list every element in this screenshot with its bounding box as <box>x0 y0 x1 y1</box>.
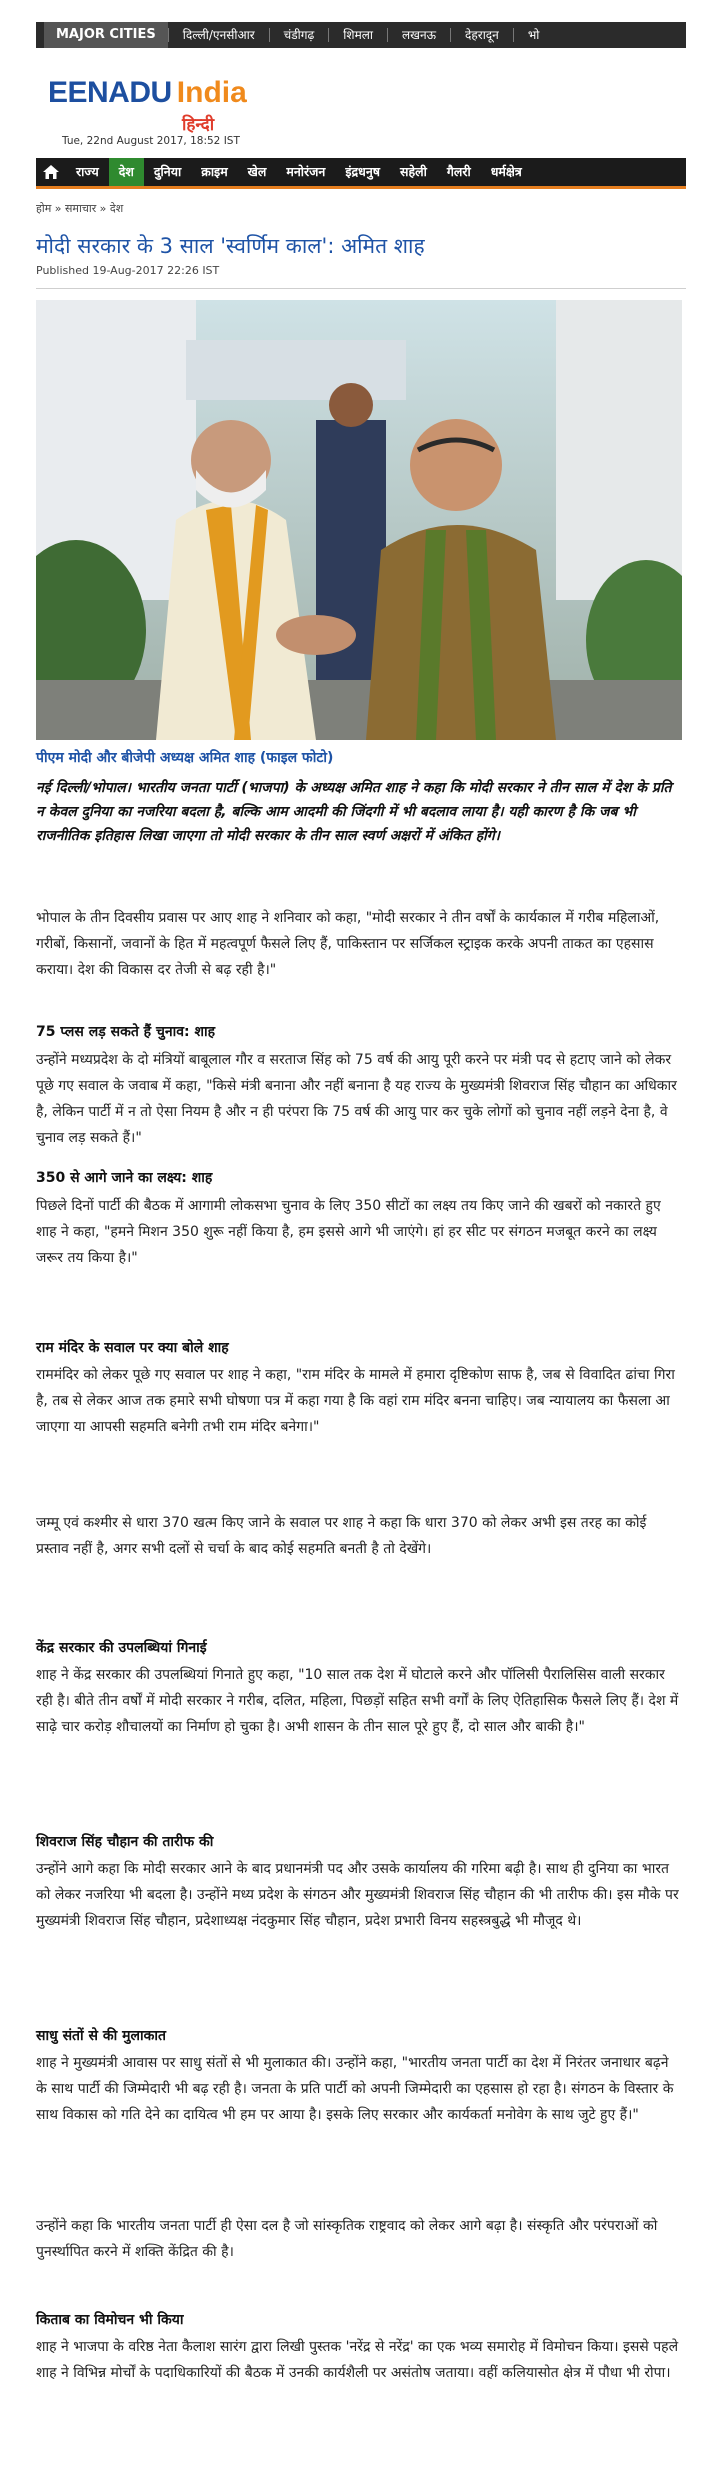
nav-item-crime[interactable]: क्राइम <box>201 164 228 179</box>
section-heading: 75 प्लस लड़ सकते हैं चुनाव: शाह <box>36 1024 216 1040</box>
nav-item-khel[interactable]: खेल <box>247 164 267 179</box>
article-lead: नई दिल्ली/भोपाल। भारतीय जनता पार्टी (भाजपा) के अध्यक्ष अमित शाह ने कहा कि मोदी सरकार ने तीन साल में देश के प्रति न केवल दुनिया का नजरिया बदला है, बल्कि आम आदमी की जिंदगी में भी बदलाव लाया है। यही कारण है कि जब भी राजनीतिक इतिहास लिखा जाएगा तो मोदी सरकार के तीन साल स्वर्ण अक्षरों में अंकित होंगे। <box>36 780 672 844</box>
city-link-lucknow[interactable]: लखनऊ <box>387 28 450 42</box>
nav-item-indradhanush[interactable]: इंद्रधनुष <box>345 164 380 179</box>
section-heading: किताब का विमोचन भी किया <box>36 2312 184 2328</box>
article-paragraph: उन्होंने कहा कि भारतीय जनता पार्टी ही ऐसा दल है जो सांस्कृतिक राष्ट्रवाद को लेकर आगे बढ़ा है। संस्कृति और परंपराओं को पुनर्स्थापित करने में शक्ति केंद्रित की है। <box>36 2218 658 2260</box>
section-heading: राम मंदिर के सवाल पर क्या बोले शाह <box>36 1340 229 1356</box>
nav-item-gallery[interactable]: गैलरी <box>446 164 471 179</box>
article-paragraph: शाह ने मुख्यमंत्री आवास पर साधु संतों से भी मुलाकात की। उन्होंने कहा, "भारतीय जनता पार्टी का देश में निरंतर जनाधार बढ़ने के साथ पार्टी की जिम्मेदारी भी बढ़ रही है। जनता के प्रति पार्टी को अपनी जिम्मेदारी का एहसास हो रहा है। संगठन के विस्तार के साथ विकास को गति देने का दायित्व भी हम पर आया है। इसके लिए सरकार और कार्यकर्ता मनोवेग के साथ जुटे हुए हैं।" <box>36 2055 674 2123</box>
city-link-shimla[interactable]: शिमला <box>328 28 387 42</box>
photo-caption: पीएम मोदी और बीजेपी अध्यक्ष अमित शाह (फाइल फोटो) <box>36 750 334 766</box>
major-cities-bar <box>36 22 686 48</box>
section-heading: शिवराज सिंह चौहान की तारीफ की <box>36 1834 214 1850</box>
nav-item-manoranjan[interactable]: मनोरंजन <box>286 164 326 179</box>
logo-india: India <box>176 76 247 109</box>
article-paragraph: उन्होंने आगे कहा कि मोदी सरकार आने के बाद प्रधानमंत्री पद और उसके कार्यालय की गरिमा बढ़ी है। साथ ही दुनिया का भारत को लेकर नजरिया भी बदला है। उन्होंने मध्य प्रदेश के संगठन और मुख्यमंत्री शिवराज सिंह चौहान की भी तारीफ की। इस मौके पर मुख्यमंत्री शिवराज सिंह चौहान, प्रदेशाध्यक्ष नंदकुमार सिंह चौहान, प्रदेश प्रभारी विनय सहस्त्रबुद्धे भी मौजूद थे। <box>36 1861 679 1929</box>
divider <box>36 288 686 289</box>
article-paragraph: शाह ने भाजपा के वरिष्ठ नेता कैलाश सारंग द्वारा लिखी पुस्तक 'नरेंद्र से नरेंद्र' का एक भव्य समारोह में विमोचन किया। इससे पहले शाह ने विभिन्न मोर्चों के पदाधिकारियों की बैठक में उनकी कार्यशैली पर असंतोष जताया। वहीं कलियासोत क्षेत्र में पौधा भी रोपा। <box>36 2339 679 2381</box>
article-paragraph: शाह ने केंद्र सरकार की उपलब्धियां गिनाते हुए कहा, "10 साल तक देश में घोटाले करने और पॉलिसी पैरालिसिस वाली सरकार रही है। बीते तीन वर्षों में मोदी सरकार ने गरीब, दलित, महिला, पिछड़ों सहित सभी वर्गों के लिए ऐतिहासिक फैसले लिए हैं। देश में साढ़े चार करोड़ शौचालयों का निर्माण हो चुका है। अभी शासन के तीन साल पूरे हुए हैं, दो साल और बाकी है।" <box>36 1667 679 1735</box>
section-heading: 350 से आगे जाने का लक्ष्य: शाह <box>36 1170 213 1186</box>
article-photo <box>36 300 682 740</box>
published-date: Published 19-Aug-2017 22:26 IST <box>36 264 220 277</box>
article-title: मोदी सरकार के 3 साल 'स्वर्णिम काल': अमित शाह <box>36 234 425 258</box>
logo-hindi: हिन्दी <box>182 115 215 135</box>
section-heading: केंद्र सरकार की उपलब्धियां गिनाई <box>36 1640 207 1656</box>
article-paragraph: जम्मू एवं कश्मीर से धारा 370 खत्म किए जाने के सवाल पर शाह ने कहा कि धारा 370 को लेकर अभी इस तरह का कोई प्रस्ताव नहीं है, अगर सभी दलों से चर्चा के बाद कोई सहमति बनती है तो देखेंगे। <box>36 1515 647 1557</box>
city-link-dehradun[interactable]: देहरादून <box>450 28 513 42</box>
main-nav <box>36 158 686 189</box>
home-icon[interactable] <box>36 158 66 186</box>
site-logo[interactable] <box>48 76 247 135</box>
logo-eenadu: EENADU <box>48 76 172 109</box>
nav-item-desh[interactable]: देश <box>109 158 144 186</box>
article-paragraph: उन्होंने मध्यप्रदेश के दो मंत्रियों बाबूलाल गौर व सरताज सिंह को 75 वर्ष की आयु पूरी करने पर मंत्री पद से हटाए जाने को लेकर पूछे गए सवाल के जवाब में कहा, "किसे मंत्री बनाना और नहीं बनाना है यह राज्य के मुख्यमंत्री शिवराज सिंह चौहान का अधिकार है, लेकिन पार्टी में न तो ऐसा नियम है और न ही परंपरा कि 75 वर्ष की आयु पार कर चुके लोगों को चुनाव नहीं लड़ने देना है, वे चुनाव लड़ सकते हैं।" <box>36 1052 677 1146</box>
section-heading: साधु संतों से की मुलाकात <box>36 2028 166 2044</box>
article-paragraph: राममंदिर को लेकर पूछे गए सवाल पर शाह ने कहा, "राम मंदिर के मामले में हमारा दृष्टिकोण साफ है, जब से विवादित ढांचा गिरा है, तब से लेकर आज तक हमारे सभी घोषणा पत्र में कहा गया है कि वहां राम मंदिर बनना चाहिए। जब न्यायालय का फैसला आ जाएगा या आपसी सहमति बनेगी तभी राम मंदिर बनेगा।" <box>36 1367 675 1435</box>
nav-item-rajya[interactable]: राज्य <box>76 164 99 179</box>
nav-item-duniya[interactable]: दुनिया <box>153 164 182 179</box>
nav-item-dharmakshetra[interactable]: धर्मक्षेत्र <box>490 164 522 179</box>
article-paragraph: भोपाल के तीन दिवसीय प्रवास पर आए शाह ने शनिवार को कहा, "मोदी सरकार ने तीन वर्षों के कार्यकाल में गरीब महिलाओं, गरीबों, किसानों, जवानों के हित में महत्वपूर्ण फैसले लिए हैं, पाकिस्तान पर सर्जिकल स्ट्राइक करके अपनी ताकत का एहसास कराया। देश की विकास दर तेजी से बढ़ रही है।" <box>36 910 660 978</box>
city-link-bhopal[interactable]: भो <box>513 28 554 42</box>
breadcrumb[interactable]: होम » समाचार » देश <box>36 202 124 215</box>
nav-item-saheli[interactable]: सहेली <box>400 164 427 179</box>
major-cities-label: MAJOR CITIES <box>44 22 168 48</box>
city-link-delhi[interactable]: दिल्ली/एनसीआर <box>168 28 269 42</box>
current-datetime: Tue, 22nd August 2017, 18:52 IST <box>62 135 240 147</box>
city-link-chandigarh[interactable]: चंडीगढ़ <box>269 28 329 42</box>
article-paragraph: पिछले दिनों पार्टी की बैठक में आगामी लोकसभा चुनाव के लिए 350 सीटों का लक्ष्य तय किए जाने की खबरों को नकारते हुए शाह ने कहा, "हमने मिशन 350 शुरू नहीं किया है, हम इससे आगे भी जाएंगे। हां हर सीट पर संगठन मजबूत करने का लक्ष्य जरूर तय किया है।" <box>36 1198 661 1266</box>
